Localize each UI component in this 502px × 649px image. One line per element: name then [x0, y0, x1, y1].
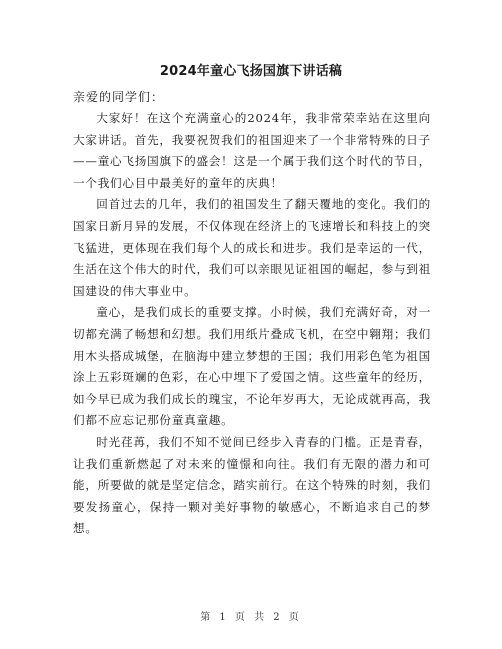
paragraph: 大家好！在这个充满童心的2024年，我非常荣幸站在这里向大家讲话。首先，我要祝贺我们的祖国迎来了一个非常特殊的日子——童心飞扬国旗下的盛会！这是一个属于我们这个时代的节日，一个我们心目中最美好的童年的庆典！: [73, 111, 431, 190]
paragraph: 时光荏苒，我们不知不觉间已经步入青春的门槛。正是青春，让我们重新燃起了对未来的憧憬和向往。我们有无限的潜力和可能，所要做的就是坚定信念，踏实前行。在这个特殊的时刻，我们要发扬童心，保持一颗对美好事物的敏感心，不断追求自己的梦想。: [73, 434, 431, 536]
paragraph: 童心，是我们成长的重要支撑。小时候，我们充满好奇，对一切都充满了畅想和幻想。我们用纸片叠成飞机，在空中翱翔；我们用木头搭成城堡，在脑海中建立梦想的王国；我们用彩色笔为祖国涂上五彩斑斓的色彩，在心中埋下了爱国之情。这些童年的经历，如今早已成为我们成长的瑰宝，不论年岁再大，无论成就再高，我们都不应忘记那份童真童趣。: [73, 305, 431, 428]
page-number-footer: 第 1 页 共 2 页: [200, 612, 302, 623]
document-body: [73, 108, 431, 540]
document-title: 2024年童心飞扬国旗下讲话稿: [159, 64, 343, 79]
greeting: 亲爱的同学们：: [73, 90, 165, 104]
paragraph: 回首过去的几年，我们的祖国发生了翻天覆地的变化。我们的国家日新月异的发展，不仅体现在经济上的飞速增长和科技上的突飞猛进，更体现在我们每个人的成长和进步。我们是幸运的一代，生活在这个伟大的时代，我们可以亲眼见证祖国的崛起，参与到祖国建设的伟大事业中。: [73, 197, 431, 298]
